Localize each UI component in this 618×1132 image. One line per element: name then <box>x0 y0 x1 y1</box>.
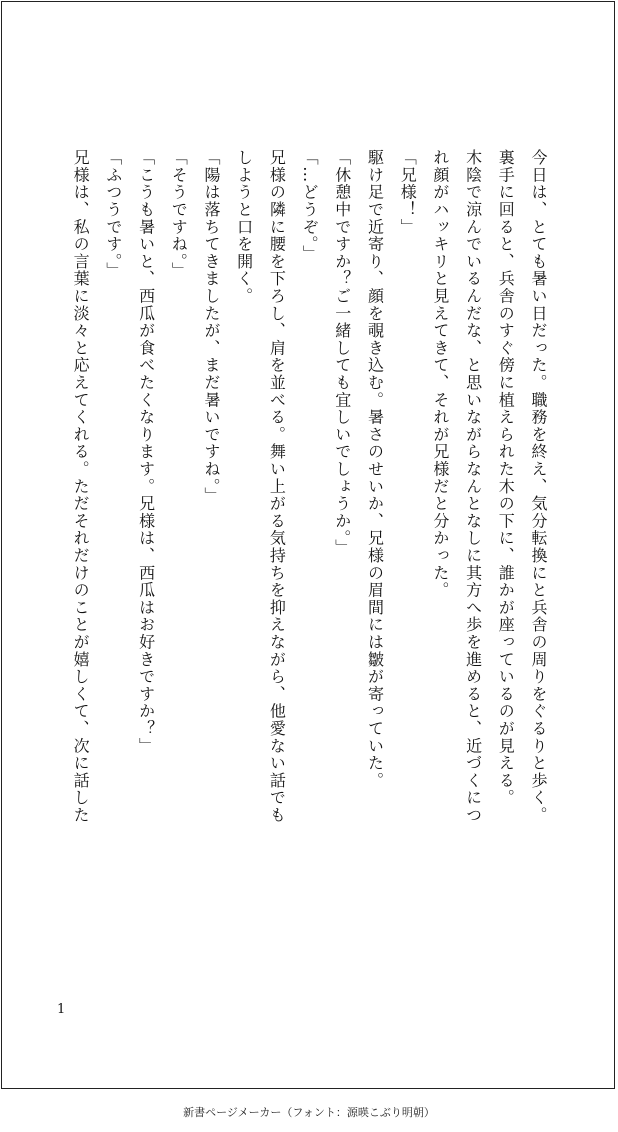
text-line: 「…どうぞ。」 <box>300 149 320 263</box>
footer-caption: 新書ページメーカー（フォント：源暎こぶり明朝） <box>183 1106 435 1119</box>
text-line: れ顔がハッキリと見えてきて、それが兄様だと分かった。 <box>430 149 450 599</box>
vertical-body-text <box>63 149 554 939</box>
text-line: 「陽は落ちてきましたが、まだ暑いですね。」 <box>201 149 221 505</box>
text-line: しようと口を開く。 <box>234 149 254 305</box>
text-line: 兄様の隣に腰を下ろし、肩を並べる。舞い上がる気持ちを抑えながら、他愛ない話でも <box>267 149 287 824</box>
page-number: 1 <box>57 1002 66 1017</box>
text-line: 木陰で涼んでいるんだな、と思いながらなんとなしに其方へ歩を進めると、近づくにつ <box>463 149 483 824</box>
text-line: 今日は、とても暑い日だった。職務を終え、気分転換にと兵舎の周りをぐるりと歩く。 <box>529 149 548 824</box>
text-line: 裏手に回ると、兵舎のすぐ傍に植えられた木の下に、誰かが座っているのが見える。 <box>496 149 516 807</box>
text-line: 駆け足で近寄り、顔を覗き込む。暑さのせいか、兄様の眉間には皺が寄っていた。 <box>365 149 385 790</box>
text-line: 「こうも暑いと、西瓜が食べたくなります。兄様は、西瓜はお好きですか？」 <box>136 149 156 755</box>
text-line: 兄様は、私の言葉に淡々と応えてくれる。ただそれだけのことが嬉しくて、次に話した <box>71 149 91 824</box>
text-line: 「ふつうです。」 <box>103 149 123 280</box>
text-line: 「休憩中ですか？ご一緒しても宜しいでしょうか。」 <box>332 149 352 557</box>
page-frame <box>1 1 615 1089</box>
text-line: 「そうですね。」 <box>169 149 189 280</box>
text-line: 「兄様！」 <box>398 149 418 236</box>
